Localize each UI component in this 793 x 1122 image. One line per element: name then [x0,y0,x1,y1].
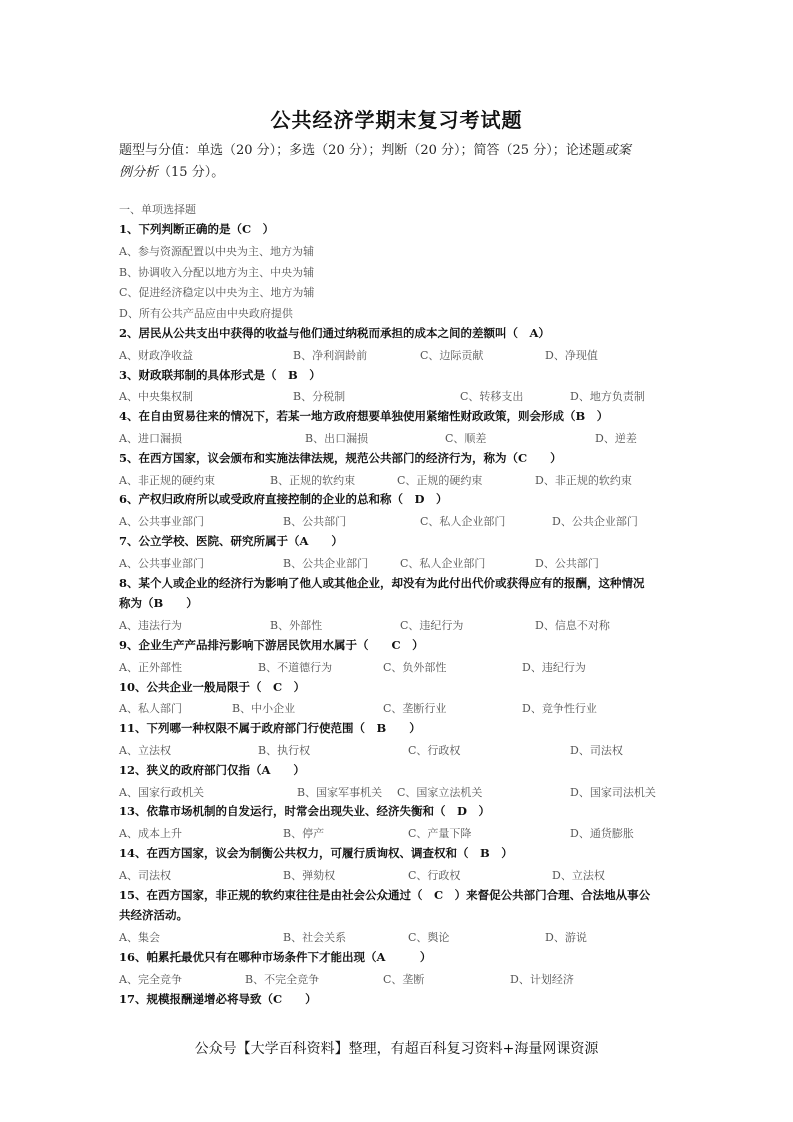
answer-option: D、计划经济 [510,972,574,986]
answer-option: C、国家立法机关 [397,785,483,799]
question-stem: 6、产权归政府所以或受政府直接控制的企业的总和称（ D ） [119,492,448,507]
answer-option: A、违法行为 [119,619,182,633]
answer-option: D、非正规的软约束 [535,473,632,487]
answer-option: A、中央集权制 [119,390,193,404]
question-stem: 10、公共企业一般局限于（ C ） [119,679,306,694]
answer-option: D、游说 [545,931,587,945]
answer-option: B、停产 [283,827,325,841]
answer-option: B、协调收入分配以地方为主、中央为辅 [119,265,315,279]
answer-option: C、负外部性 [383,660,447,674]
question-stem: 11、下列哪一种权限不属于政府部门行使范围（ B ） [119,721,421,736]
question-stem: 16、帕累托最优只有在哪种市场条件下才能出现（A ） [119,950,432,964]
answer-option: D、国家司法机关 [570,785,656,799]
answer-option: B、出口漏损 [305,432,369,445]
answer-option: B、正规的软约束 [270,473,356,487]
answer-option: A、参与资源配置以中央为主、地方为辅 [119,244,314,258]
answer-option: B、外部性 [270,619,323,633]
question-stem: 14、在西方国家，议会为制衡公共权力，可履行质询权、调查权和（ B ） [119,846,513,860]
answer-option: C、转移支出 [460,390,524,404]
answer-option: C、私人企业部门 [400,556,486,570]
answer-option: D、公共企业部门 [552,515,638,529]
answer-option: D、公共部门 [535,556,599,570]
answer-option: D、地方负责制 [570,390,645,404]
section-heading: 一、单项选择题 [119,203,196,216]
question-stem: 2、居民从公共支出中获得的收益与他们通过纳税而承担的成本之间的差额叫（ A） [119,326,550,340]
intro-line-2 [119,161,224,180]
question-stem: 3、财政联邦制的具体形式是（ B ） [119,367,321,382]
answer-option: C、垄断 [383,972,425,986]
answer-option: A、集会 [119,931,160,945]
answer-option: D、司法权 [570,744,623,757]
answer-option: C、行政权 [408,744,461,757]
answer-option: B、社会关系 [283,931,347,945]
answer-option: D、违纪行为 [522,660,586,674]
answer-option: B、弹劾权 [283,868,336,882]
answer-option: C、正规的硬约束 [397,473,483,487]
answer-option: A、国家行政机关 [119,785,204,799]
answer-option: B、公共企业部门 [283,556,369,570]
footer-note: 公众号【大学百科资料】整理，有超百科复习资料+海量网课资源 [194,1041,599,1057]
answer-option: B、国家军事机关 [297,785,383,799]
page-title: 公共经济学期末复习考试题 [270,108,523,132]
answer-option: C、顺差 [445,432,487,445]
answer-option: A、司法权 [119,868,171,882]
question-stem: 4、在自由贸易往来的情况下，若某一地方政府想要单独使用紧缩性财政政策，则会形成（B ） [119,409,609,424]
answer-option: A、公共事业部门 [119,556,204,570]
intro-line-1 [119,139,631,158]
answer-option: C、产量下降 [408,827,472,841]
answer-option: D、立法权 [552,868,605,882]
answer-option: A、立法权 [119,744,171,757]
answer-option: A、非正规的硬约束 [119,473,215,487]
answer-option: C、促进经济稳定以中央为主、地方为辅 [119,286,315,300]
question-stem: 15、在西方国家，非正规的软约束往往是由社会公众通过（ C ）来督促公共部门合理、合法地从事公 [119,887,651,902]
answer-option: C、边际贡献 [420,348,484,362]
answer-option: B、不完全竞争 [245,972,320,986]
question-stem: 5、在西方国家，议会颁布和实施法律法规，规范公共部门的经济行为，称为（C ） [119,450,562,465]
answer-option: B、分税制 [293,390,346,404]
answer-option: C、违纪行为 [400,619,464,633]
question-stem: 1、下列判断正确的是（C ） [119,222,275,236]
answer-option: D、所有公共产品应由中央政府提供 [119,307,293,321]
answer-option: C、垄断行业 [383,702,447,716]
answer-option: B、公共部门 [283,515,347,529]
intro-text-2: （15 分）。 [158,165,225,180]
question-stem: 8、某个人或企业的经济行为影响了他人或其他企业，却没有为此付出代价或获得应有的报酬，这种情况 [119,575,645,590]
answer-option: A、进口漏损 [119,432,182,445]
intro-text: 题型与分值：单选（20 分）；多选（20 分）；判断（20 分）；简答（25 分）；论述题 [119,143,605,158]
answer-option: C、舆论 [408,931,450,945]
answer-option: B、净利润龄前 [293,348,368,362]
answer-option: A、成本上升 [119,827,182,841]
answer-option: B、执行权 [258,744,311,757]
answer-option: D、净现值 [545,348,598,362]
intro-italic-2: 例分析 [119,165,159,180]
answer-option: B、不道德行为 [258,660,333,674]
answer-option: A、私人部门 [119,702,182,716]
answer-option: A、正外部性 [119,660,182,674]
answer-option: C、私人企业部门 [420,515,506,529]
question-stem: 17、规模报酬递增必将导致（C ） [119,991,317,1006]
answer-option: B、中小企业 [232,702,296,716]
question-stem: 9、企业生产产品排污影响下游居民饮用水属于（ C ） [119,638,424,652]
answer-option: A、完全竞争 [119,972,182,986]
intro-italic: 或案 [604,143,631,158]
question-stem: 7、公立学校、医院、研究所属于（A ） [119,534,343,548]
question-stem: 称为（B ） [119,596,198,611]
question-stem: 12、狭义的政府部门仅指（A ） [119,762,305,777]
answer-option: C、行政权 [408,868,461,882]
answer-option: A、公共事业部门 [119,515,204,529]
answer-option: D、信息不对称 [535,619,610,633]
answer-option: D、逆差 [595,432,637,445]
answer-option: D、竞争性行业 [522,702,597,716]
question-stem: 共经济活动。 [119,908,188,923]
question-stem: 13、依靠市场机制的自发运行，时常会出现失业、经济失衡和（ D ） [119,804,490,819]
answer-option: D、通货膨胀 [570,827,634,841]
answer-option: A、财政净收益 [119,348,193,362]
